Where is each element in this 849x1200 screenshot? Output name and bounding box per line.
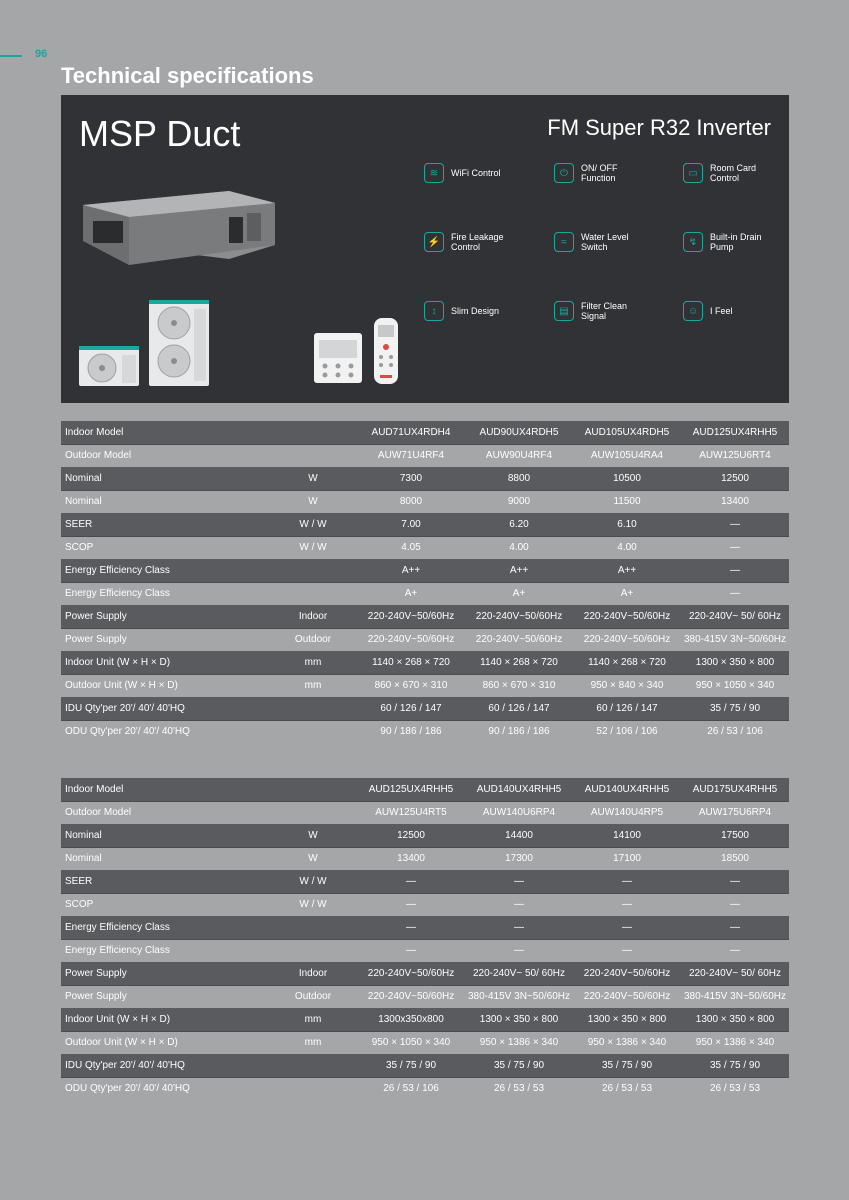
cell-value: 60 / 126 / 147	[573, 697, 681, 720]
cell-value: 380-415V 3N~50/60Hz	[683, 634, 787, 646]
cell-value: 220-240V~ 50/ 60Hz	[681, 605, 789, 628]
table-row	[61, 962, 789, 985]
cell-value: 7.00	[357, 513, 465, 536]
row-unit	[269, 582, 357, 605]
page-number: 96	[35, 48, 48, 60]
filter-clean-icon: ▤	[554, 301, 574, 321]
cell-value: 860 × 670 × 310	[374, 680, 448, 692]
cell-value: 1300 × 350 × 800	[465, 1008, 573, 1031]
feature-label: WiFi Control	[451, 168, 501, 178]
row-label: Indoor Unit (W × H × D)	[61, 1008, 269, 1031]
cell-value: 220-240V~50/60Hz	[465, 605, 573, 628]
cell-value: 11500	[613, 496, 641, 508]
page-accent-line	[0, 55, 22, 57]
page-title: Technical specifications	[61, 63, 314, 88]
table-row	[61, 1008, 789, 1031]
row-unit: mm	[304, 1037, 322, 1049]
row-unit: Outdoor	[294, 634, 332, 646]
cell-value: 380-415V 3N~50/60Hz	[467, 991, 571, 1003]
cell-value: 220-240V~50/60Hz	[583, 634, 671, 646]
row-label: Outdoor Model	[65, 450, 132, 462]
feature-label: Water Level Switch	[581, 232, 629, 252]
row-label: Outdoor Unit (W × H × D)	[65, 680, 178, 692]
cell-value: AUW71U4RF4	[377, 450, 445, 462]
table-row	[61, 421, 789, 444]
row-unit: W	[308, 496, 318, 508]
cell-value: —	[357, 916, 465, 939]
table-row	[61, 444, 789, 467]
row-label: SCOP	[65, 542, 94, 554]
cell-value: 1300x350x800	[357, 1008, 465, 1031]
feature-label: Filter Clean Signal	[581, 301, 628, 321]
row-label: Indoor Model	[61, 778, 269, 801]
row-unit	[269, 1077, 357, 1100]
wired-controller-image	[313, 332, 363, 384]
cell-value: AUW140U4RP5	[590, 807, 664, 819]
cell-value: —	[573, 916, 681, 939]
feature-label: I Feel	[710, 306, 733, 316]
row-label: Outdoor Unit (W × H × D)	[65, 1037, 178, 1049]
cell-value: 60 / 126 / 147	[465, 697, 573, 720]
row-unit	[269, 444, 357, 467]
cell-value: —	[622, 899, 632, 911]
cell-value: 35 / 75 / 90	[573, 1054, 681, 1077]
cell-value: 950 × 1050 × 340	[695, 680, 775, 692]
row-unit	[269, 559, 357, 582]
product-name: MSP Duct	[79, 113, 241, 154]
feature-drain-pump	[683, 232, 780, 252]
product-hero-panel	[61, 95, 789, 403]
cell-value: 12500	[357, 824, 465, 847]
cell-value: 17500	[681, 824, 789, 847]
cell-value: —	[622, 945, 632, 957]
cell-value: —	[406, 899, 416, 911]
cell-value: —	[514, 945, 524, 957]
cell-value: 220-240V~50/60Hz	[475, 634, 563, 646]
row-label: SEER	[61, 870, 269, 893]
cell-value: A+	[512, 588, 526, 600]
cell-value: 860 × 670 × 310	[482, 680, 556, 692]
table-row	[61, 582, 789, 605]
cell-value: 6.20	[465, 513, 573, 536]
cell-value: 12500	[681, 467, 789, 490]
remote-controller-image	[373, 317, 399, 385]
cell-value: 52 / 106 / 106	[596, 726, 658, 738]
outdoor-unit-large-image	[148, 299, 210, 387]
cell-value: AUD125UX4RHH5	[681, 421, 789, 444]
table-row	[61, 824, 789, 847]
row-label: Power Supply	[65, 634, 127, 646]
row-unit: W / W	[299, 899, 327, 911]
water-level-icon: ≈	[554, 232, 574, 252]
row-unit: Indoor	[269, 605, 357, 628]
cell-value: 14100	[573, 824, 681, 847]
cell-value: 1300 × 350 × 800	[573, 1008, 681, 1031]
row-unit: W	[269, 467, 357, 490]
table-row	[61, 893, 789, 916]
cell-value: 60 / 126 / 147	[357, 697, 465, 720]
cell-value: 220-240V~50/60Hz	[367, 634, 455, 646]
row-label: Nominal	[61, 824, 269, 847]
cell-value: AUD71UX4RDH4	[357, 421, 465, 444]
wifi-icon: ≋	[424, 163, 444, 183]
room-card-icon: ▭	[683, 163, 703, 183]
row-unit: W	[269, 824, 357, 847]
cell-value: 7300	[357, 467, 465, 490]
series-name: FM Super R32 Inverter	[547, 115, 771, 140]
feature-filter-clean	[554, 301, 651, 321]
row-unit: mm	[269, 1008, 357, 1031]
cell-value: 220-240V~50/60Hz	[367, 991, 455, 1003]
cell-value: 1300 × 350 × 800	[681, 651, 789, 674]
row-label: ODU Qty'per 20'/ 40'/ 40'HQ	[65, 1083, 190, 1095]
slim-design-icon: ↕	[424, 301, 444, 321]
cell-value: 35 / 75 / 90	[465, 1054, 573, 1077]
cell-value: 220-240V~ 50/ 60Hz	[465, 962, 573, 985]
cell-value: 220-240V~50/60Hz	[357, 605, 465, 628]
table-row	[61, 1077, 789, 1100]
cell-value: AUW125U6RT4	[699, 450, 771, 462]
cell-value: 14400	[465, 824, 573, 847]
feature-fire-leakage	[424, 232, 521, 252]
cell-value: AUD90UX4RDH5	[465, 421, 573, 444]
row-label: Power Supply	[65, 991, 127, 1003]
row-label: IDU Qty'per 20'/ 40'/ 40'HQ	[61, 697, 269, 720]
row-label: Indoor Unit (W × H × D)	[61, 651, 269, 674]
cell-value: 950 × 840 × 340	[590, 680, 664, 692]
row-label: Power Supply	[61, 962, 269, 985]
row-label: Power Supply	[61, 605, 269, 628]
cell-value: 4.00	[617, 542, 637, 554]
table-row	[61, 778, 789, 801]
cell-value: —	[681, 513, 789, 536]
feature-wifi-control	[424, 163, 521, 183]
cell-value: 950 × 1386 × 340	[587, 1037, 667, 1049]
table-row	[61, 674, 789, 697]
cell-value: AUW140U6RP4	[482, 807, 556, 819]
table-row	[61, 847, 789, 870]
cell-value: 4.05	[401, 542, 421, 554]
row-unit: mm	[304, 680, 322, 692]
cell-value: 35 / 75 / 90	[357, 1054, 465, 1077]
row-label: SCOP	[65, 899, 94, 911]
cell-value: 380-415V 3N~50/60Hz	[683, 991, 787, 1003]
cell-value: —	[465, 916, 573, 939]
table-row	[61, 467, 789, 490]
i-feel-icon: ☺	[683, 301, 703, 321]
table-row	[61, 1054, 789, 1077]
cell-value: —	[730, 588, 740, 600]
row-label: Nominal	[65, 496, 102, 508]
cell-value: 220-240V~50/60Hz	[583, 991, 671, 1003]
row-label: ODU Qty'per 20'/ 40'/ 40'HQ	[65, 726, 190, 738]
row-label: IDU Qty'per 20'/ 40'/ 40'HQ	[61, 1054, 269, 1077]
cell-value: AUD105UX4RDH5	[573, 421, 681, 444]
table-row	[61, 916, 789, 939]
feature-label: ON/ OFF Function	[581, 163, 618, 183]
cell-value: AUW90U4RF4	[485, 450, 553, 462]
power-icon: ⏻	[554, 163, 574, 183]
row-label: Nominal	[65, 853, 102, 865]
row-unit: Outdoor	[294, 991, 332, 1003]
cell-value: AUD140UX4RHH5	[573, 778, 681, 801]
row-label: Nominal	[61, 467, 269, 490]
cell-value: —	[681, 916, 789, 939]
outdoor-unit-small-image	[78, 345, 140, 387]
cell-value: AUW175U6RP4	[698, 807, 772, 819]
duct-indoor-unit-image	[79, 187, 277, 267]
cell-value: 13400	[721, 496, 749, 508]
table-row	[61, 1031, 789, 1054]
row-label: Energy Efficiency Class	[65, 945, 170, 957]
cell-value: 26 / 53 / 106	[383, 1083, 439, 1095]
cell-value: 950 × 1050 × 340	[371, 1037, 451, 1049]
cell-value: 17100	[613, 853, 641, 865]
cell-value: 4.00	[509, 542, 529, 554]
cell-value: A++	[573, 559, 681, 582]
cell-value: AUW105U4RA4	[590, 450, 664, 462]
cell-value: A+	[620, 588, 634, 600]
drain-pump-icon: ↯	[683, 232, 703, 252]
cell-value: AUD125UX4RHH5	[357, 778, 465, 801]
cell-value: 220-240V~50/60Hz	[573, 962, 681, 985]
feature-slim-design	[424, 301, 521, 321]
cell-value: 6.10	[573, 513, 681, 536]
cell-value: 1140 × 268 × 720	[573, 651, 681, 674]
cell-value: 13400	[397, 853, 425, 865]
cell-value: 26 / 53 / 53	[493, 1083, 545, 1095]
fire-leakage-icon: ⚡	[424, 232, 444, 252]
cell-value: 18500	[721, 853, 749, 865]
cell-value: 1300 × 350 × 800	[681, 1008, 789, 1031]
feature-label: Room Card Control	[710, 163, 757, 183]
row-label: Outdoor Model	[65, 807, 132, 819]
feature-label: Built-in Drain Pump	[710, 232, 762, 252]
cell-value: —	[406, 945, 416, 957]
table-row	[61, 536, 789, 559]
cell-value: 220-240V~50/60Hz	[573, 605, 681, 628]
cell-value: —	[681, 559, 789, 582]
spec-table-2	[61, 778, 789, 1100]
cell-value: 10500	[573, 467, 681, 490]
row-unit	[269, 916, 357, 939]
table-row	[61, 605, 789, 628]
table-row	[61, 628, 789, 651]
row-unit: W / W	[269, 513, 357, 536]
feature-label: Fire Leakage Control	[451, 232, 504, 252]
feature-water-level	[554, 232, 651, 252]
cell-value: 1140 × 268 × 720	[465, 651, 573, 674]
row-label: SEER	[61, 513, 269, 536]
cell-value: 26 / 53 / 53	[601, 1083, 653, 1095]
table-row	[61, 939, 789, 962]
cell-value: —	[730, 542, 740, 554]
cell-value: 35 / 75 / 90	[681, 697, 789, 720]
row-label: Indoor Model	[61, 421, 269, 444]
row-unit	[269, 939, 357, 962]
feature-on-off	[554, 163, 651, 183]
cell-value: 950 × 1386 × 340	[479, 1037, 559, 1049]
feature-room-card	[683, 163, 780, 183]
cell-value: —	[573, 870, 681, 893]
cell-value: 1140 × 268 × 720	[357, 651, 465, 674]
row-unit	[269, 421, 357, 444]
table-row	[61, 513, 789, 536]
row-unit	[269, 697, 357, 720]
table-row	[61, 651, 789, 674]
table-row	[61, 720, 789, 743]
cell-value: 8800	[465, 467, 573, 490]
cell-value: 35 / 75 / 90	[681, 1054, 789, 1077]
cell-value: 950 × 1386 × 340	[695, 1037, 775, 1049]
cell-value: AUD140UX4RHH5	[465, 778, 573, 801]
feature-i-feel	[683, 301, 780, 321]
row-unit: W / W	[299, 542, 327, 554]
table-row	[61, 559, 789, 582]
cell-value: A++	[357, 559, 465, 582]
cell-value: 26 / 53 / 106	[707, 726, 763, 738]
row-unit: W	[308, 853, 318, 865]
cell-value: 220-240V~ 50/ 60Hz	[681, 962, 789, 985]
table-row	[61, 697, 789, 720]
feature-label: Slim Design	[451, 306, 500, 316]
table-row	[61, 490, 789, 513]
row-unit: Indoor	[269, 962, 357, 985]
row-label: Energy Efficiency Class	[65, 588, 170, 600]
row-unit: W / W	[269, 870, 357, 893]
table-row	[61, 801, 789, 824]
table-row	[61, 870, 789, 893]
row-label: Energy Efficiency Class	[61, 559, 269, 582]
cell-value: A++	[465, 559, 573, 582]
row-unit	[269, 1054, 357, 1077]
spec-table-1	[61, 421, 789, 743]
row-unit	[269, 778, 357, 801]
row-label: Energy Efficiency Class	[61, 916, 269, 939]
row-unit	[269, 801, 357, 824]
cell-value: —	[357, 870, 465, 893]
cell-value: —	[730, 945, 740, 957]
cell-value: —	[730, 899, 740, 911]
row-unit: mm	[269, 651, 357, 674]
cell-value: —	[681, 870, 789, 893]
cell-value: —	[514, 899, 524, 911]
cell-value: 9000	[507, 496, 531, 508]
cell-value: 17300	[505, 853, 533, 865]
row-unit	[269, 720, 357, 743]
cell-value: 26 / 53 / 53	[709, 1083, 761, 1095]
cell-value: A+	[404, 588, 418, 600]
cell-value: AUW125U4RT5	[375, 807, 447, 819]
table-row	[61, 985, 789, 1008]
cell-value: 90 / 186 / 186	[488, 726, 550, 738]
cell-value: 8000	[399, 496, 423, 508]
cell-value: 220-240V~50/60Hz	[357, 962, 465, 985]
cell-value: AUD175UX4RHH5	[681, 778, 789, 801]
cell-value: —	[465, 870, 573, 893]
cell-value: 90 / 186 / 186	[380, 726, 442, 738]
